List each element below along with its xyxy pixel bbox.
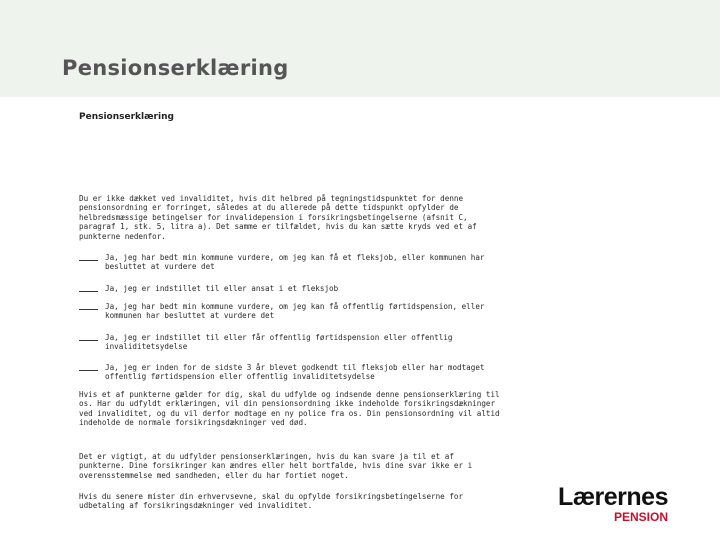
option-item	[79, 333, 504, 352]
option-item	[79, 302, 504, 321]
option-item	[79, 253, 504, 272]
intro-paragraph: Du er ikke dækket ved invaliditet, hvis dit helbred på tegningstidspunktet for denne pensionsordning er forringet, således at du allerede på dette tidspunkt opfylder de helbredsmæssige betingelser for invalidepension i forsikringsbetingelserne (afsnit C, paragraf 1, stk. 5, litra a). Det samme er tilfældet, hvis du kan sætte kryds ved et af punkterne nedenfor.	[79, 194, 477, 241]
option-item	[79, 363, 504, 382]
logo-subtitle: PENSION	[613, 510, 668, 524]
option-item	[79, 284, 504, 293]
laerernes-pension-logo	[556, 483, 668, 524]
checkbox-blank[interactable]	[79, 333, 98, 341]
option-text: Ja, jeg er indstillet til eller ansat i et fleksjob	[105, 284, 339, 293]
later-paragraph: Hvis du senere mister din erhvervsevne, skal du opfylde forsikringsbetingelserne for udbetaling af forsikringsdækninger ved invaliditet.	[79, 492, 464, 511]
checkbox-blank[interactable]	[79, 363, 98, 371]
document-heading: Pensionserklæring	[79, 112, 174, 122]
option-text: Ja, jeg har bedt min kommune vurdere, om jeg kan få et fleksjob, eller kommunen har besluttet at vurdere det	[105, 253, 485, 272]
option-text: Ja, jeg er indstillet til eller får offentlig førtidspension eller offentlig invaliditetsydelse	[105, 333, 453, 352]
checkbox-blank[interactable]	[79, 253, 98, 261]
checkbox-blank[interactable]	[79, 284, 98, 292]
checkbox-blank[interactable]	[79, 302, 98, 310]
important-paragraph: Det er vigtigt, at du udfylder pensionserklæringen, hvis du kan svare ja til et af punkterne. Dine forsikringer kan ændres eller helt bortfalde, hvis dine svar ikke er i overensstemmelse med sandheden, eller du har fortiet noget.	[79, 452, 473, 480]
option-text: Ja, jeg har bedt min kommune vurdere, om jeg kan få offentlig førtidspension, eller kommunen har besluttet at vurdere det	[105, 302, 485, 321]
logo-wordmark: Lærernes	[558, 483, 668, 511]
title-band	[0, 0, 720, 97]
option-text: Ja, jeg er inden for de sidste 3 år blevet godkendt til fleksjob eller har modtaget offentlig førtidspension eller offentlig invaliditetsydelse	[105, 363, 485, 382]
instruction-paragraph: Hvis et af punkterne gælder for dig, skal du udfylde og indsende denne pensionserklæring til os. Har du udfyldt erklæringen, vil din pensionsordning ikke indeholde forsikringsdækninger ved invaliditet, og du vil derfor modtage en ny police fra os. Din pensionsordning vil altid indeholde de normale forsikringsdækninger ved død.	[79, 390, 500, 428]
slide-title: Pensionserklæring	[62, 56, 289, 80]
